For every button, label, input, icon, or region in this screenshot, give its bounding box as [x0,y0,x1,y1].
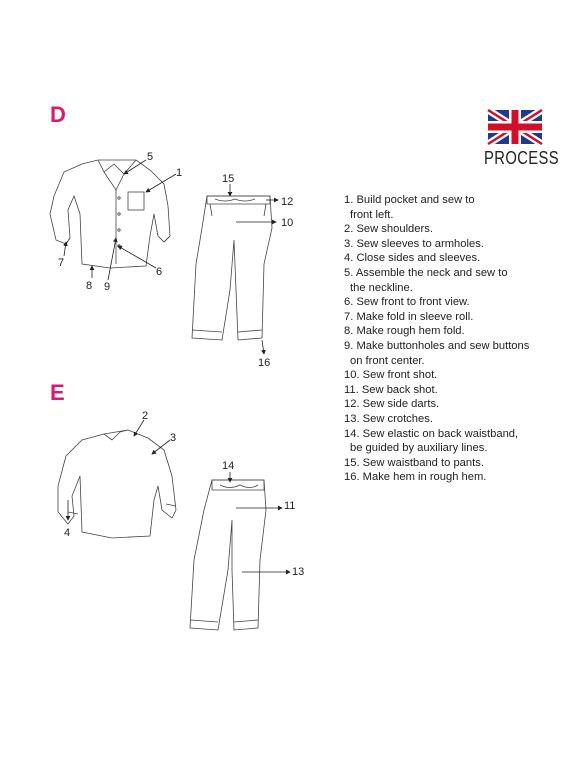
callout-2: 2 [142,410,149,422]
step-item [344,295,529,310]
e-callout-leaders [68,420,290,572]
step-item [344,222,529,237]
step-text: 14. Sew elastic on back waistband, [344,427,519,440]
step-text: 6. Sew front to front view. [344,296,470,309]
callout-11: 11 [284,500,296,512]
step-text: 5. Assemble the neck and sew to [344,266,508,279]
step-text: 3. Sew sleeves to armholes. [344,237,484,250]
e-shirt-drawing [58,430,176,538]
step-item [344,251,529,266]
step-item [344,412,529,427]
step-item [344,368,529,383]
step-text-continued: be guided by auxiliary lines. [350,442,488,455]
step-item [344,237,529,252]
step-item [344,456,529,471]
callout-6: 6 [156,266,163,278]
step-item [344,324,529,339]
callout-8: 8 [86,280,93,292]
step-text: 12. Sew side darts. [344,398,440,411]
step-text-continued: the neckline. [350,281,413,294]
step-text: 7. Make fold in sleeve roll. [344,310,474,323]
step-item [344,339,529,368]
d-callout-leaders [64,160,278,354]
step-text-continued: on front center. [350,354,425,367]
section-letter-d: D [50,102,66,127]
callout-9: 9 [104,281,111,293]
d-pants-drawing [192,196,272,340]
e-pants-drawing [190,480,266,630]
step-text: 11. Sew back shot. [344,383,438,396]
step-item [344,193,529,222]
step-text: 10. Sew front shot. [344,369,438,382]
callout-7: 7 [58,257,65,269]
callout-15: 15 [222,173,235,185]
step-item [344,266,529,295]
step-text: 1. Build pocket and sew to [344,194,475,206]
callout-16: 16 [258,357,271,369]
process-label: PROCESS [484,148,560,168]
d-callout-labels [58,151,293,369]
callout-14: 14 [222,460,235,472]
step-text: 15. Sew waistband to pants. [344,456,484,469]
step-text: 4. Close sides and sleeves. [344,252,481,265]
step-text: 2. Sew shoulders. [344,223,433,236]
section-letter-e: E [50,380,65,405]
callout-3: 3 [170,432,177,444]
callout-5: 5 [147,151,154,163]
step-item [344,310,529,325]
step-text: 9. Make buttonholes and sew buttons [344,339,530,352]
callout-12: 12 [281,196,294,208]
step-item [344,383,529,398]
step-text: 13. Sew crotches. [344,412,433,425]
callout-4: 4 [64,527,71,539]
step-item [344,470,529,485]
callout-1: 1 [176,167,183,179]
callout-10: 10 [281,217,294,229]
step-text: 16. Make hem in rough hem. [344,471,487,484]
union-jack-flag [488,110,542,144]
step-item [344,397,529,412]
step-text: 8. Make rough hem fold. [344,325,465,338]
process-steps-list [344,193,529,485]
callout-13: 13 [292,566,305,578]
step-text-continued: front left. [350,208,394,221]
step-item [344,427,529,456]
d-shirt-drawing [50,160,170,268]
